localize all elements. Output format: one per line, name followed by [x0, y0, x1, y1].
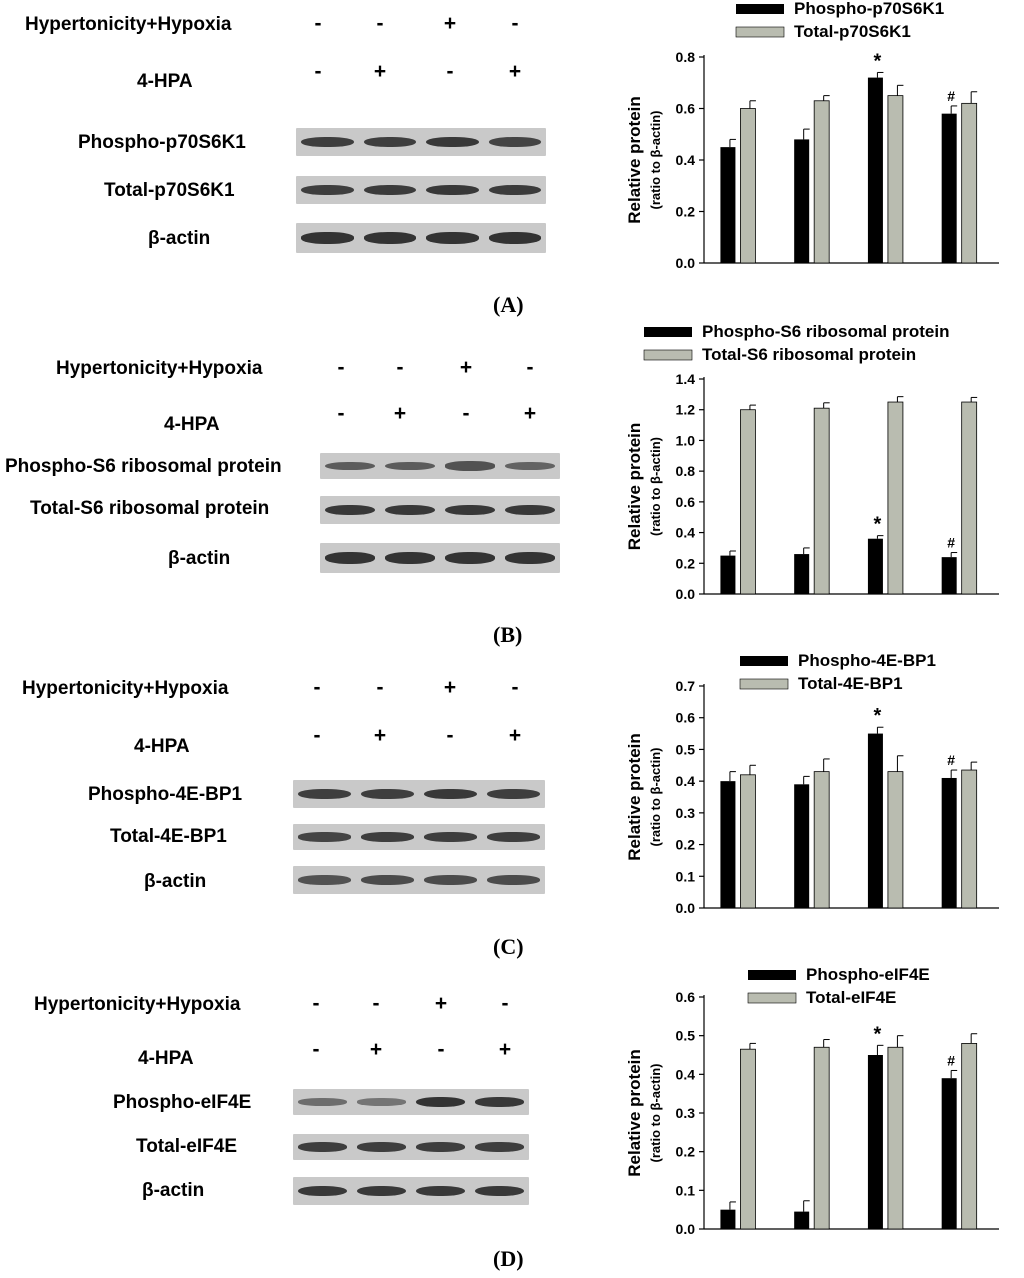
y-tick-label: 0.6: [675, 709, 695, 726]
bar-chart-s6-ribosomal: [600, 320, 1024, 616]
bar: [814, 101, 829, 263]
y-tick-label: 1.2: [675, 401, 695, 418]
legend-swatch: [644, 350, 692, 360]
bar: [962, 1043, 977, 1229]
blot-label: Phospho-4E-BP1: [88, 784, 243, 805]
protein-band: [385, 505, 435, 516]
panel-letter: (A): [493, 292, 524, 317]
protein-band: [426, 185, 479, 196]
legend-swatch: [644, 327, 692, 337]
bar: [942, 778, 957, 908]
y-tick-label: 0.6: [675, 989, 695, 1005]
inhibitor-sign: +: [508, 60, 522, 83]
protein-band: [426, 137, 479, 148]
bar: [794, 554, 809, 594]
treatment-sign: -: [372, 992, 380, 1015]
inhibitor-sign: -: [462, 402, 470, 425]
y-tick-label: 0.0: [675, 255, 695, 271]
bar: [962, 103, 977, 263]
panel-letter: (D): [493, 1246, 524, 1271]
protein-band: [445, 552, 495, 564]
western-blot-strip: [293, 1134, 529, 1160]
inhibitor-label: 4-HPA: [138, 1048, 194, 1069]
y-tick-label: 0.6: [675, 493, 695, 510]
treatment-sign: -: [314, 12, 322, 35]
bar: [888, 772, 903, 908]
protein-band: [505, 505, 555, 516]
treatment-sign: -: [396, 356, 404, 379]
inhibitor-sign: +: [373, 724, 387, 747]
protein-band: [298, 789, 351, 800]
bar: [962, 770, 977, 908]
protein-band: [361, 832, 414, 842]
blot-label: Phospho-S6 ribosomal protein: [5, 456, 282, 477]
bar: [794, 139, 809, 263]
legend-swatch: [736, 4, 784, 14]
inhibitor-sign: -: [446, 60, 454, 83]
inhibitor-sign: +: [373, 60, 387, 83]
bar: [868, 734, 883, 908]
protein-band: [445, 505, 495, 516]
inhibitor-label: 4-HPA: [137, 71, 193, 92]
treatment-sign: -: [376, 12, 384, 35]
bar: [740, 109, 755, 264]
legend-label: Total-4E-BP1: [798, 674, 903, 693]
western-blot-strip: [320, 543, 560, 573]
bar: [794, 1212, 809, 1229]
significance-marker: #: [947, 1052, 956, 1069]
protein-band: [475, 1097, 525, 1107]
protein-band: [445, 461, 495, 470]
inhibitor-label: 4-HPA: [134, 736, 190, 757]
legend-swatch: [740, 656, 788, 666]
blot-label: Phospho-eIF4E: [113, 1092, 252, 1113]
protein-band: [298, 1142, 348, 1152]
y-tick-label: 1.4: [675, 371, 695, 387]
inhibitor-sign: +: [523, 402, 537, 425]
legend-label: Total-S6 ribosomal protein: [702, 345, 917, 364]
blot-label: β-actin: [168, 548, 231, 569]
protein-band: [301, 137, 354, 148]
treatment-sign: +: [459, 356, 473, 379]
western-blot-strip: [293, 866, 545, 894]
y-axis-sublabel: (ratio to β-actin): [648, 747, 663, 847]
protein-band: [357, 1098, 407, 1105]
protein-band: [426, 232, 479, 244]
bar: [740, 410, 755, 594]
protein-band: [325, 552, 375, 564]
western-blot-strip: [293, 824, 545, 850]
protein-band: [385, 552, 435, 564]
y-tick-label: 0.0: [675, 1221, 695, 1237]
y-tick-label: 0.7: [675, 678, 695, 694]
protein-band: [487, 875, 540, 885]
blot-label: Total-S6 ribosomal protein: [30, 498, 270, 519]
protein-band: [298, 1186, 348, 1197]
significance-marker: *: [873, 705, 882, 728]
blot-label: Total-eIF4E: [136, 1136, 237, 1157]
protein-band: [487, 789, 540, 800]
protein-band: [361, 875, 414, 885]
y-tick-label: 0.3: [675, 804, 695, 821]
inhibitor-sign: -: [446, 724, 454, 747]
treatment-sign: +: [443, 676, 457, 699]
protein-band: [385, 462, 435, 470]
y-tick-label: 0.4: [675, 773, 695, 790]
y-tick-label: 0.1: [675, 868, 695, 885]
western-blot-strip: [293, 1177, 529, 1205]
significance-marker: #: [947, 87, 956, 104]
y-axis-label: Relative protein: [625, 1049, 644, 1177]
protein-band: [475, 1142, 525, 1152]
protein-band: [489, 232, 542, 244]
y-axis-sublabel: (ratio to β-actin): [648, 1063, 663, 1163]
legend-label: Phospho-4E-BP1: [798, 651, 936, 670]
bar: [740, 775, 755, 908]
legend-label: Total-eIF4E: [806, 988, 897, 1007]
treatment-label: Hypertonicity+Hypoxia: [56, 358, 263, 379]
protein-band: [298, 1098, 348, 1106]
bar: [942, 1078, 957, 1229]
y-tick-label: 0.2: [675, 555, 695, 572]
bar: [942, 114, 957, 263]
bar: [794, 784, 809, 908]
treatment-sign: -: [511, 676, 519, 699]
treatment-label: Hypertonicity+Hypoxia: [25, 14, 232, 35]
blot-label: Total-p70S6K1: [104, 180, 235, 201]
panel-letter: (B): [493, 622, 523, 647]
protein-band: [505, 552, 555, 564]
western-blot-strip: [296, 223, 546, 253]
y-axis-label: Relative protein: [625, 96, 644, 224]
western-blot-strip: [320, 496, 560, 524]
western-blot-strip: [320, 453, 560, 479]
treatment-sign: -: [526, 356, 534, 379]
y-tick-label: 0.8: [675, 49, 695, 65]
protein-band: [416, 1142, 466, 1152]
legend-swatch: [740, 679, 788, 689]
protein-band: [364, 137, 417, 148]
bar: [868, 1055, 883, 1229]
protein-band: [416, 1186, 466, 1197]
bar: [720, 147, 735, 263]
blot-label: β-actin: [148, 228, 211, 249]
y-axis-label: Relative protein: [625, 733, 644, 861]
bar-chart-p70s6k1: [600, 0, 1024, 280]
protein-band: [301, 232, 354, 244]
bar: [740, 1049, 755, 1229]
inhibitor-sign: -: [337, 402, 345, 425]
legend-label: Total-p70S6K1: [794, 22, 911, 41]
bar: [720, 1210, 735, 1229]
protein-band: [361, 789, 414, 800]
blot-label: β-actin: [142, 1180, 205, 1201]
inhibitor-sign: +: [498, 1038, 512, 1061]
y-tick-label: 0.0: [675, 586, 695, 602]
legend-label: Phospho-p70S6K1: [794, 0, 945, 18]
inhibitor-sign: -: [313, 724, 321, 747]
protein-band: [364, 185, 417, 196]
protein-band: [424, 832, 477, 842]
western-blot-strip: [296, 176, 546, 204]
legend-swatch: [748, 970, 796, 980]
bar: [888, 96, 903, 263]
significance-marker: *: [873, 513, 882, 536]
treatment-sign: -: [501, 992, 509, 1015]
y-axis-sublabel: (ratio to β-actin): [648, 437, 663, 536]
bar: [868, 78, 883, 263]
protein-band: [505, 462, 555, 470]
inhibitor-sign: +: [508, 724, 522, 747]
bar: [720, 556, 735, 594]
y-axis-label: Relative protein: [625, 422, 644, 551]
western-blot-strip: [293, 780, 545, 808]
bar: [962, 402, 977, 594]
y-tick-label: 0.2: [675, 203, 695, 220]
protein-band: [424, 875, 477, 885]
inhibitor-sign: -: [437, 1038, 445, 1061]
blot-label: β-actin: [144, 871, 207, 892]
significance-marker: #: [947, 752, 956, 769]
bar: [888, 402, 903, 594]
bar: [814, 408, 829, 594]
bar-chart-4e-bp1: [600, 650, 1024, 930]
y-tick-label: 0.8: [675, 463, 695, 480]
y-tick-label: 0.5: [675, 741, 695, 758]
protein-band: [325, 462, 375, 470]
y-tick-label: 0.4: [675, 524, 695, 541]
protein-band: [475, 1186, 525, 1197]
y-tick-label: 1.0: [675, 432, 695, 449]
y-tick-label: 0.2: [675, 1143, 695, 1160]
inhibitor-sign: +: [369, 1038, 383, 1061]
y-tick-label: 0.4: [675, 152, 695, 168]
treatment-sign: -: [312, 992, 320, 1015]
bar: [814, 1047, 829, 1229]
y-tick-label: 0.1: [675, 1182, 695, 1199]
blot-label: Phospho-p70S6K1: [78, 132, 246, 153]
inhibitor-sign: -: [312, 1038, 320, 1061]
legend-swatch: [736, 27, 784, 37]
protein-band: [301, 185, 354, 196]
inhibitor-sign: +: [393, 402, 407, 425]
y-axis-sublabel: (ratio to β-actin): [648, 110, 663, 210]
inhibitor-label: 4-HPA: [164, 414, 220, 435]
blot-label: Total-4E-BP1: [110, 826, 227, 847]
protein-band: [298, 875, 351, 885]
treatment-sign: +: [434, 992, 448, 1015]
significance-marker: *: [873, 50, 882, 73]
treatment-sign: -: [313, 676, 321, 699]
treatment-sign: -: [511, 12, 519, 35]
panel-letter: (C): [493, 934, 524, 959]
western-blot-strip: [296, 128, 546, 156]
bar: [868, 539, 883, 594]
protein-band: [357, 1186, 407, 1197]
treatment-sign: -: [376, 676, 384, 699]
y-tick-label: 0.3: [675, 1105, 695, 1121]
bar: [888, 1047, 903, 1229]
western-blot-strip: [293, 1089, 529, 1115]
protein-band: [357, 1142, 407, 1152]
bar: [720, 781, 735, 908]
treatment-label: Hypertonicity+Hypoxia: [22, 678, 229, 699]
y-tick-label: 0.4: [675, 1066, 695, 1083]
y-tick-label: 0.2: [675, 836, 695, 853]
legend-swatch: [748, 993, 796, 1003]
y-tick-label: 0.0: [675, 900, 695, 916]
protein-band: [489, 185, 542, 196]
legend-label: Phospho-S6 ribosomal protein: [702, 322, 950, 341]
bar: [814, 772, 829, 908]
treatment-sign: +: [443, 12, 457, 35]
y-tick-label: 0.5: [675, 1027, 695, 1044]
treatment-label: Hypertonicity+Hypoxia: [34, 994, 241, 1015]
protein-band: [364, 232, 417, 244]
significance-marker: #: [947, 534, 956, 551]
protein-band: [424, 789, 477, 800]
y-tick-label: 0.6: [675, 100, 695, 117]
protein-band: [325, 505, 375, 516]
protein-band: [416, 1097, 466, 1107]
legend-label: Phospho-eIF4E: [806, 965, 930, 984]
significance-marker: *: [873, 1023, 882, 1046]
protein-band: [298, 832, 351, 842]
treatment-sign: -: [337, 356, 345, 379]
bar-chart-eif4e: [600, 965, 1024, 1260]
protein-band: [489, 137, 542, 147]
protein-band: [487, 832, 540, 842]
inhibitor-sign: -: [314, 60, 322, 83]
bar: [942, 557, 957, 594]
